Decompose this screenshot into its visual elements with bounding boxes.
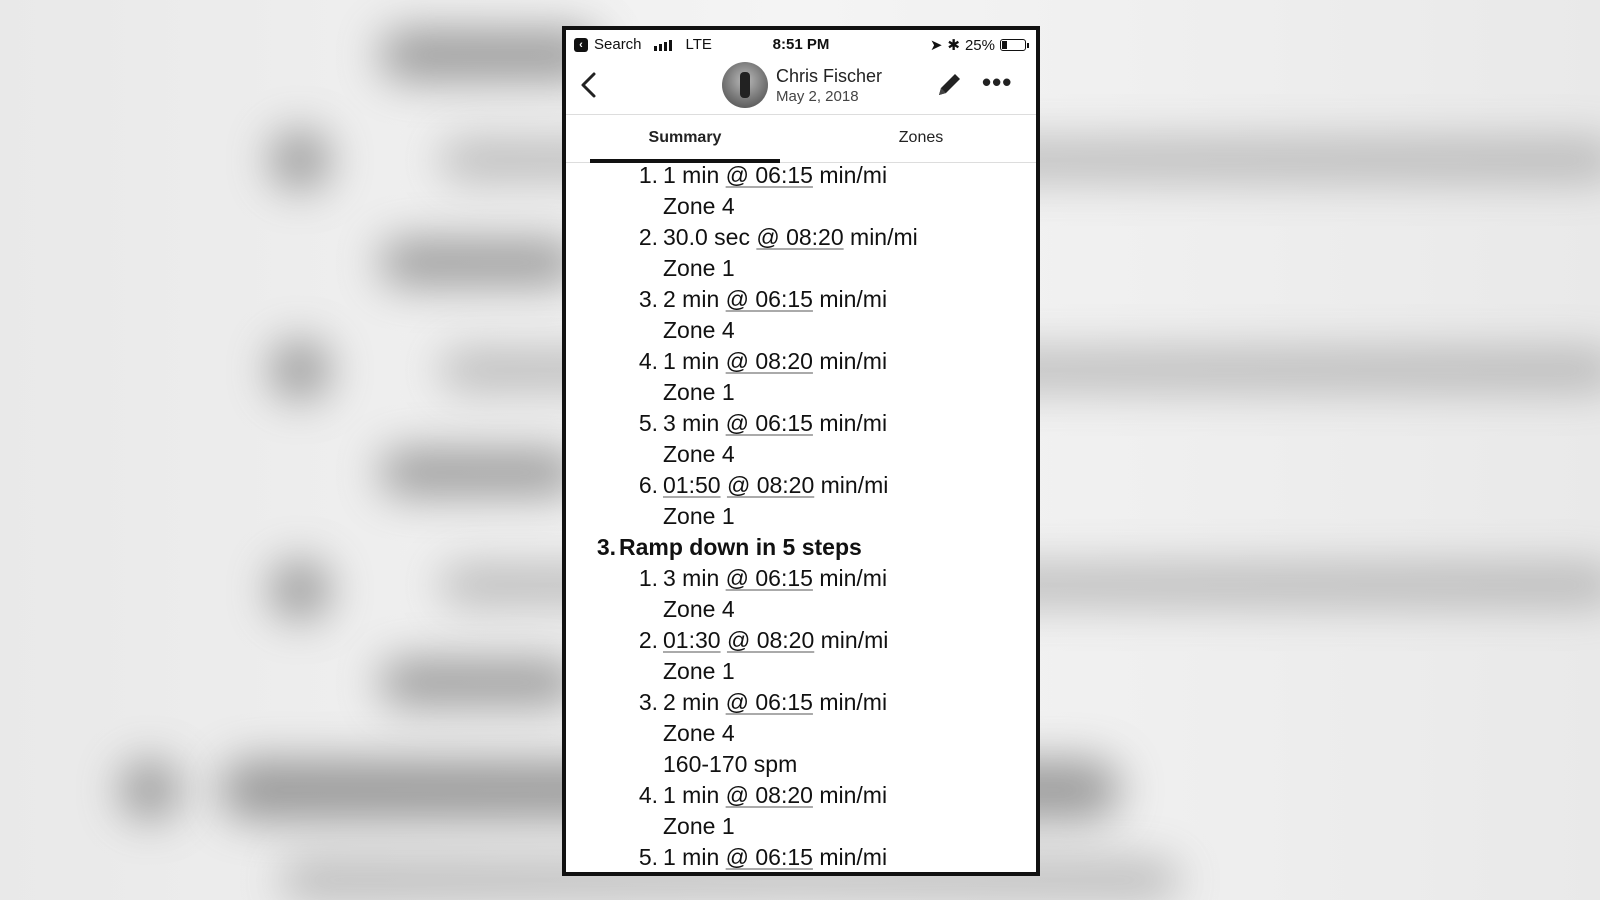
step-pace-unit: min/mi [812, 689, 888, 715]
block3-step-3-zone: Zone 4 [663, 720, 735, 746]
block2-step-4-zone: Zone 1 [663, 379, 735, 405]
block3-step-1-number: 1. [638, 565, 658, 591]
workout-date: May 2, 2018 [776, 88, 859, 105]
block3-step-3-number: 3. [638, 689, 658, 715]
block2-step-4-number: 4. [638, 348, 658, 374]
step-duration: 2 min [663, 286, 720, 312]
step-pace[interactable]: @ 08:20 [756, 224, 844, 250]
block3-step-5-number: 5. [638, 844, 658, 870]
block2-step-3-number: 3. [638, 286, 658, 312]
athlete-name: Chris Fischer [776, 66, 883, 86]
phone-screen [562, 26, 1040, 876]
step-pace[interactable]: @ 06:15 [725, 162, 813, 188]
step-pace-unit: min/mi [812, 410, 888, 436]
block2-step-6-target [663, 470, 888, 501]
step-duration[interactable]: 01:30 [663, 627, 721, 653]
step-duration: 3 min [663, 410, 720, 436]
block2-step-6-zone: Zone 1 [663, 503, 735, 529]
bluetooth-icon: ✱ [947, 37, 960, 54]
battery-percent: 25% [964, 36, 995, 54]
step-duration: 30.0 sec [663, 224, 750, 250]
block3-step-1-zone: Zone 4 [663, 596, 735, 622]
step-pace-unit: min/mi [812, 844, 888, 870]
nav-bar [566, 58, 1036, 115]
block2-step-1-zone: Zone 4 [663, 193, 735, 219]
block3-step-3-cadence: 160-170 spm [663, 751, 798, 777]
step-duration: 1 min [663, 782, 720, 808]
section-3-number: 3. [596, 534, 616, 560]
block3-step-2-number: 2. [638, 627, 658, 653]
tab-summary-label: Summary [648, 129, 722, 146]
block2-step-4-target [663, 346, 887, 377]
step-pace-unit: min/mi [812, 162, 888, 188]
block2-step-2-target [663, 222, 918, 253]
block3-step-4-number: 4. [638, 782, 658, 808]
clock: 8:51 PM [772, 36, 830, 53]
step-duration: 2 min [663, 689, 720, 715]
step-pace[interactable]: @ 06:15 [725, 565, 813, 591]
block3-step-2-zone: Zone 1 [663, 658, 735, 684]
block3-step-2-target [663, 625, 888, 656]
step-pace[interactable]: @ 06:15 [725, 410, 813, 436]
step-duration: 1 min [663, 162, 720, 188]
step-pace-unit: min/mi [812, 348, 888, 374]
block2-step-3-zone: Zone 4 [663, 317, 735, 343]
block2-step-3-target [663, 284, 887, 315]
battery-icon [1000, 39, 1026, 51]
pencil-icon[interactable] [934, 70, 964, 100]
block3-step-3-target [663, 687, 887, 718]
section-3-title: Ramp down in 5 steps [619, 534, 862, 560]
avatar[interactable] [722, 62, 768, 108]
block2-step-2-zone: Zone 1 [663, 255, 735, 281]
block2-step-2-number: 2. [638, 224, 658, 250]
step-pace[interactable]: @ 06:15 [725, 286, 813, 312]
step-pace[interactable]: @ 08:20 [725, 782, 813, 808]
step-pace-unit: min/mi [843, 224, 918, 250]
block2-step-5-target [663, 408, 887, 439]
step-pace-unit: min/mi [812, 286, 888, 312]
tab-zones-label: Zones [898, 129, 944, 146]
step-pace-unit: min/mi [814, 627, 889, 653]
status-bar [566, 30, 1036, 58]
workout-steps [566, 162, 1036, 872]
back-chevron-icon[interactable] [576, 70, 604, 100]
step-duration: 3 min [663, 565, 720, 591]
tab-summary[interactable] [590, 114, 780, 162]
block3-step-4-target [663, 780, 887, 811]
step-pace-unit: min/mi [812, 565, 888, 591]
step-pace-unit: min/mi [814, 472, 889, 498]
location-arrow-icon: ➤ [929, 37, 943, 54]
block3-step-5-target [663, 842, 887, 872]
step-pace[interactable]: @ 08:20 [725, 348, 813, 374]
back-app-label: Search [594, 36, 642, 53]
block2-step-5-zone: Zone 4 [663, 441, 735, 467]
back-arrow-icon: ‹ [574, 38, 588, 52]
block3-step-1-target [663, 563, 887, 594]
block3-step-4-zone: Zone 1 [663, 813, 735, 839]
block2-step-6-number: 6. [638, 472, 658, 498]
more-options-icon[interactable]: ••• [982, 67, 1013, 97]
step-pace[interactable]: @ 06:15 [725, 689, 813, 715]
step-pace-unit: min/mi [812, 782, 888, 808]
step-pace[interactable]: @ 08:20 [726, 472, 815, 498]
step-pace[interactable]: @ 08:20 [726, 627, 815, 653]
step-duration: 1 min [663, 844, 720, 870]
tab-zones[interactable] [826, 114, 1016, 162]
step-pace[interactable]: @ 06:15 [725, 844, 813, 870]
block2-step-1-number: 1. [638, 162, 658, 188]
carrier-label: LTE [685, 36, 712, 53]
block2-step-5-number: 5. [638, 410, 658, 436]
block2-step-1-target [663, 162, 887, 191]
tab-bar [566, 114, 1036, 163]
step-duration: 1 min [663, 348, 720, 374]
step-duration[interactable]: 01:50 [663, 472, 721, 498]
